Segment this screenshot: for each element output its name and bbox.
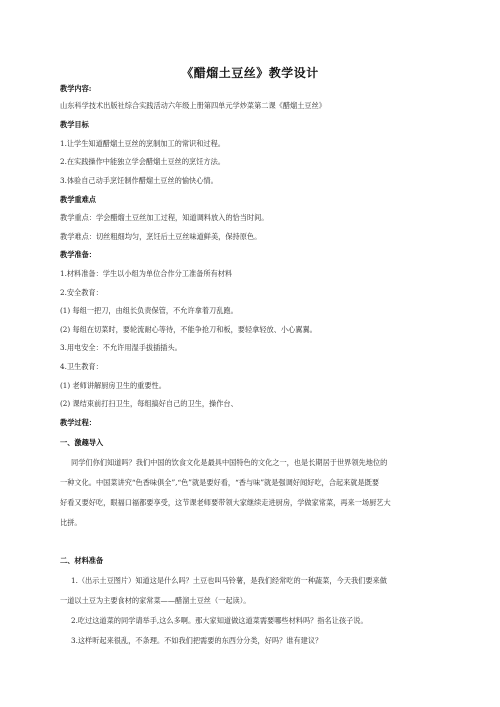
prep-item: 3.用电安全：不允许用湿手拔插插头。 — [60, 343, 182, 352]
heading-section-1: 一、激趣导入 — [60, 438, 104, 447]
goal-item: 1.让学生知道醋熘土豆丝的烹制加工的常识和过程。 — [60, 139, 225, 148]
paragraph-line: 1.（出示土豆图片）知道这是什么吗？土豆也叫马铃薯，是我们经常吃的一种蔬菜，今天我们要来做 — [71, 576, 387, 585]
paragraph-line: 2.吃过这道菜的同学请举手,这么多啊。那大家知道做这道菜需要哪些材料吗？指名让孩子说。 — [71, 616, 368, 625]
paragraph-line: 比拼。 — [60, 518, 82, 527]
goal-item: 2.在实践操作中能独立学会醋熘土豆丝的烹饪方法。 — [60, 157, 225, 166]
paragraph-line: 3.这样听起来很乱，不条理。不如我们把需要的东西分分类，好吗？谁有建议？ — [71, 636, 323, 645]
paragraph-line: 一种文化。中国菜讲究“色香味俱全”,“色”就是要好看，“香与味”就是强调好闻好吃，合起来就是既要 — [60, 478, 380, 487]
hygiene-subitem: (1) 老师讲解厨房卫生的重要性。 — [60, 381, 166, 390]
section2-paragraph — [60, 571, 460, 611]
heading-teaching-process: 教学过程： — [60, 418, 96, 427]
heading-preparation: 教学准备： — [60, 250, 96, 259]
heading-teaching-goals: 教学目标 — [60, 120, 89, 129]
paragraph-line: 一道以土豆为主要食材的家常菜——醋溜土豆丝（一起读）。 — [60, 596, 251, 605]
heading-section-2: 二、材料准备 — [60, 556, 104, 565]
key-point: 教学重点：学会醋熘土豆丝加工过程，知道调料放入的恰当时间。 — [60, 213, 269, 222]
prep-item: 1.材料准备：学生以小组为单位合作分工准备所有材料 — [60, 269, 233, 278]
intro-paragraph — [60, 453, 460, 533]
goal-item: 3.体验自己动手烹饪制作醋熘土豆丝的愉快心情。 — [60, 176, 218, 185]
heading-key-points: 教学重难点 — [60, 195, 96, 204]
document-title: 《醋熘土豆丝》教学设计 — [181, 66, 319, 80]
safety-subitem: (2) 每组在切菜时，要轮流耐心等待，不能争抢刀和板，要轻拿轻放、小心翼翼。 — [60, 325, 317, 334]
prep-item: 2.安全教育： — [60, 288, 103, 297]
hygiene-subitem: (2) 课结束前打扫卫生，每组搞好自己的卫生，操作台、 — [60, 399, 238, 408]
prep-item: 4.卫生教育： — [60, 362, 103, 371]
paragraph-line: 好看又要好吃，眼福口福都要享受，这节课老师要带领大家继续走进厨房，学做家常菜，再来一场厨艺大 — [60, 498, 391, 507]
heading-teaching-content: 教学内容: — [60, 84, 92, 93]
paragraph-line: 同学们你们知道吗？我们中国的饮食文化是最具中国特色的文化之一，也是长期居于世界领先地位的 — [71, 458, 388, 467]
difficult-point: 教学难点：切丝粗细均匀，烹饪后土豆丝味道鲜美，保持原色。 — [60, 232, 262, 241]
textbook-source: 山东科学技术出版社综合实践活动六年级上册第四单元学炒菜第二课《醋熘土豆丝》 — [60, 101, 326, 110]
safety-subitem: (1) 每组一把刀，由组长负责保管，不允许拿着刀乱跑。 — [60, 306, 238, 315]
